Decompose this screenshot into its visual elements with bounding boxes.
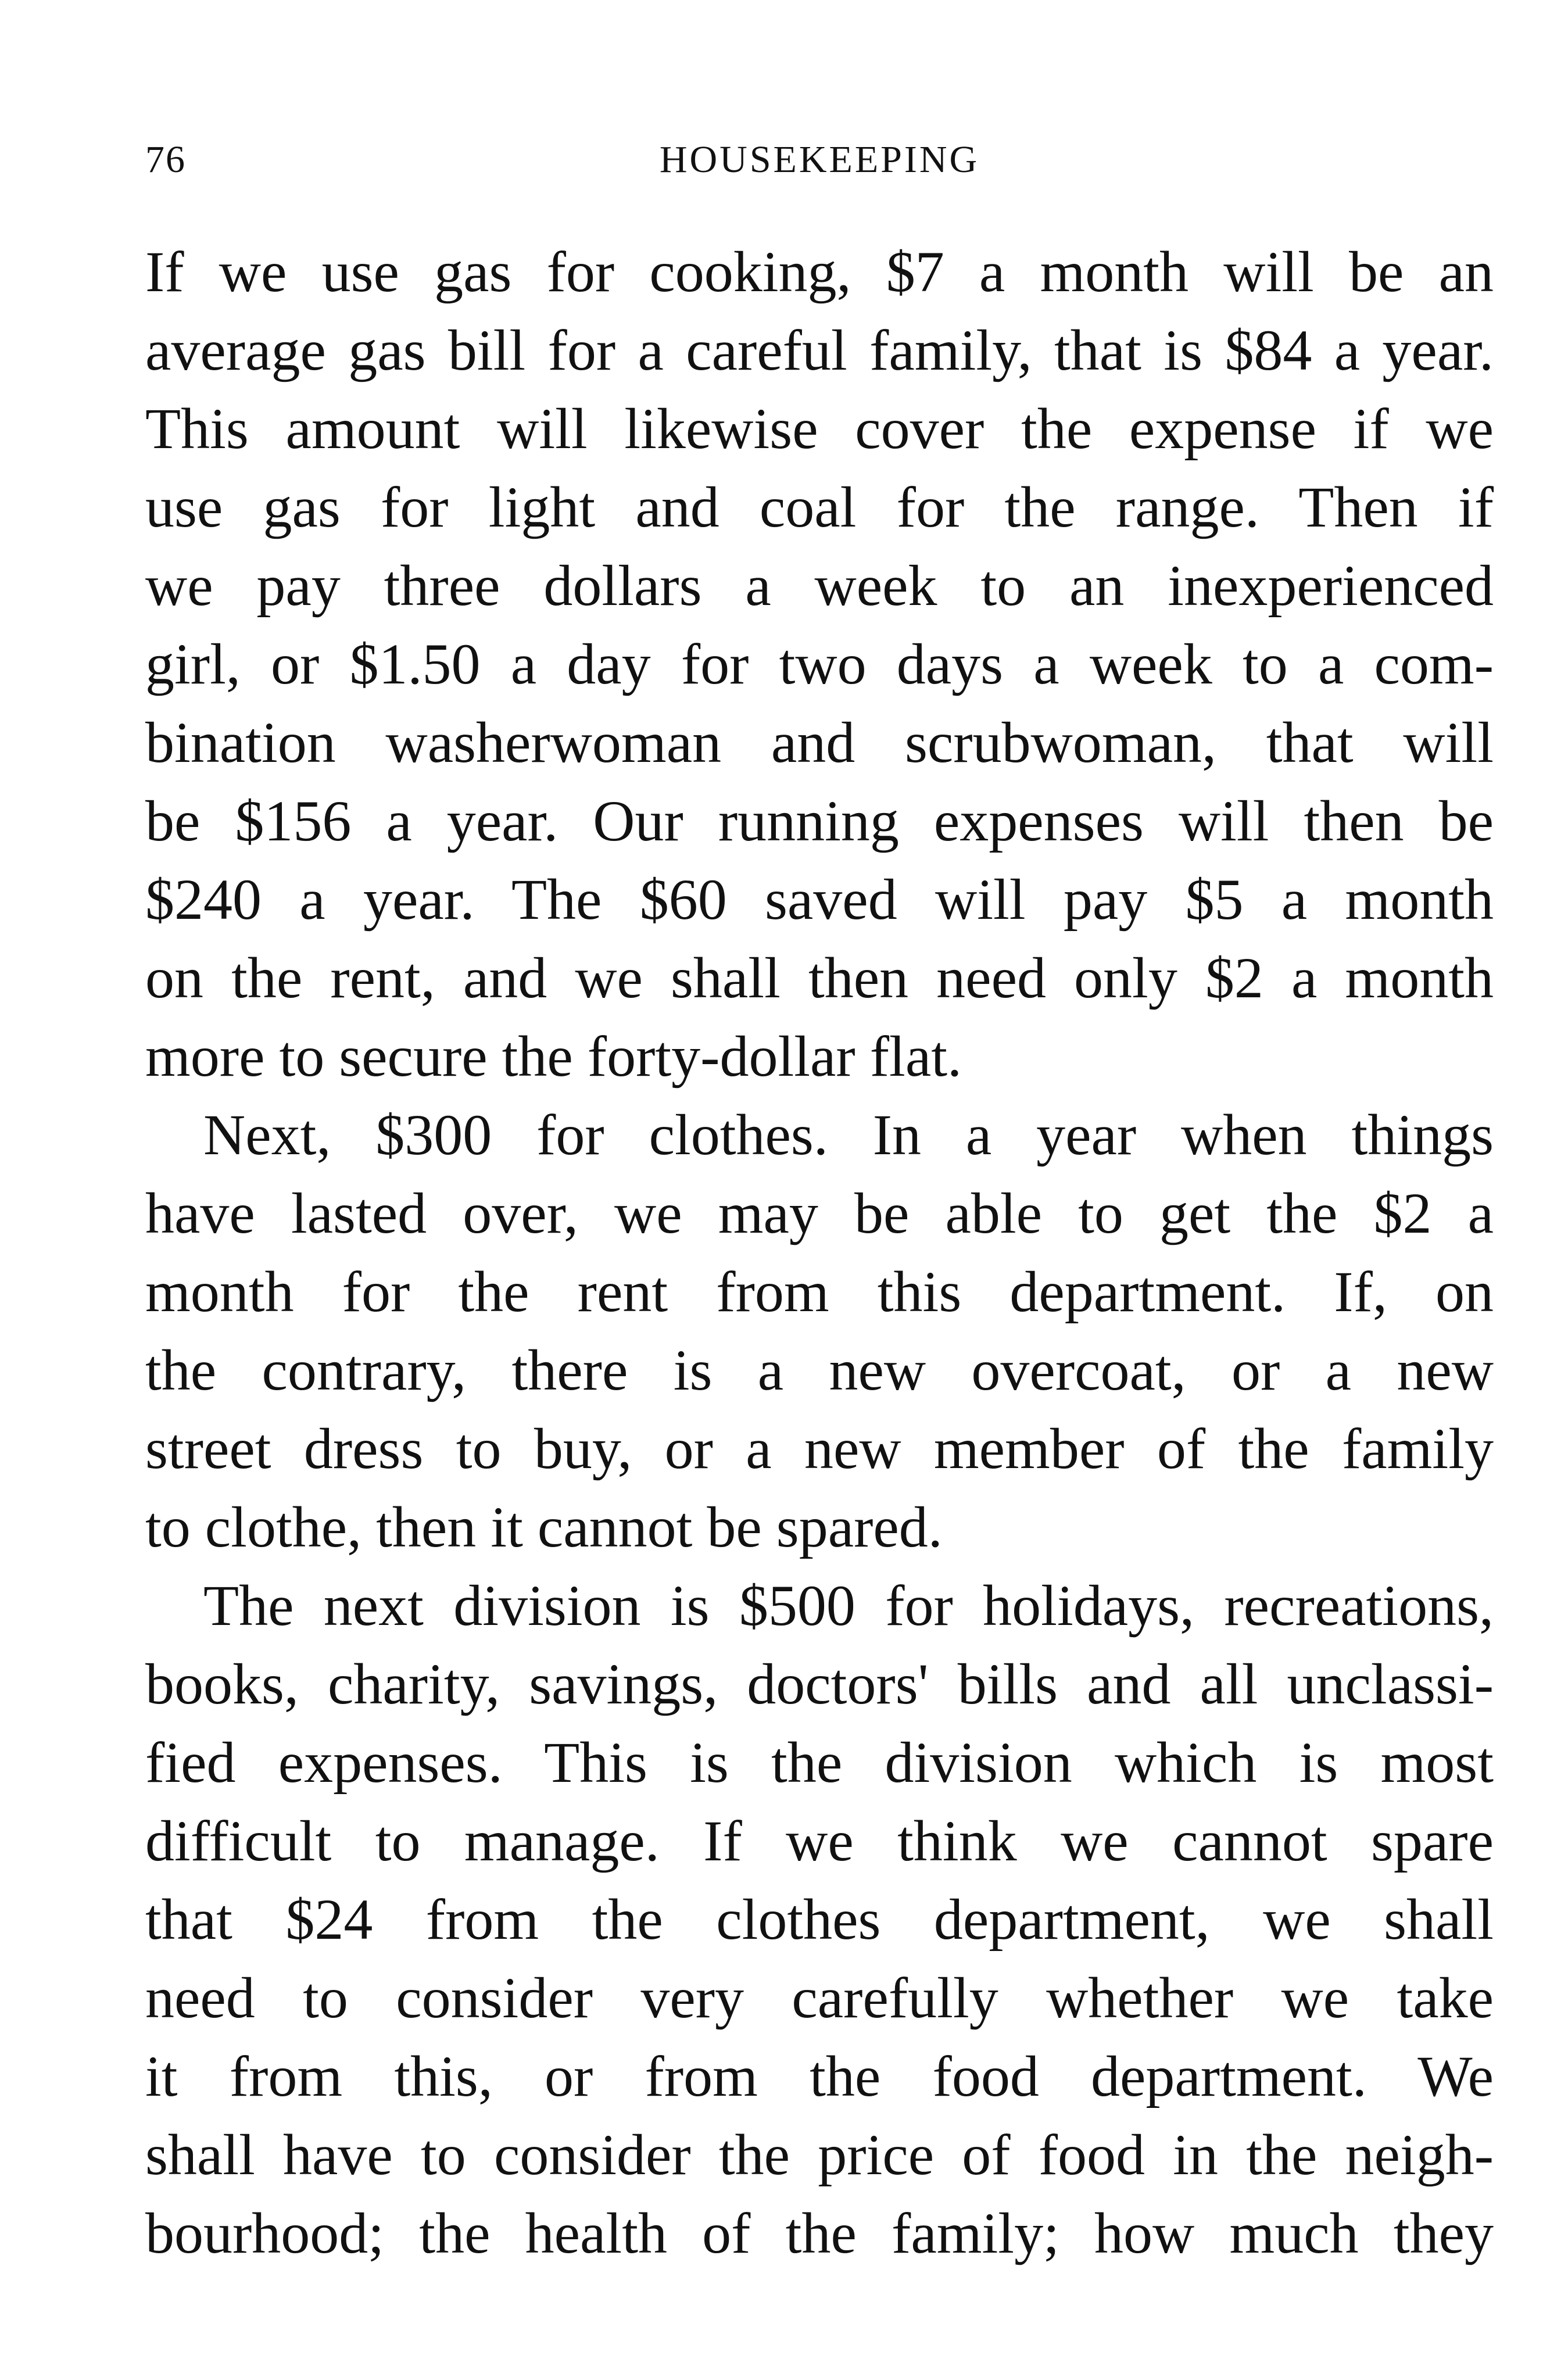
text-line: that $24 from the clothes department, we shall — [145, 1887, 1494, 1952]
text-line: more to secure the forty-dollar flat. — [145, 1024, 962, 1089]
text-line: street dress to buy, or a new member of the family — [145, 1416, 1494, 1481]
body-text — [145, 232, 1494, 2272]
text-line: Next, $300 for clothes. In a year when things — [203, 1102, 1494, 1167]
text-line: need to consider very carefully whether we take — [145, 1966, 1494, 2030]
text-line: fied expenses. This is the division which is most — [145, 1730, 1494, 1795]
text-line: bourhood; the health of the family; how much they — [145, 2201, 1494, 2265]
text-line: have lasted over, we may be able to get the $2 a — [145, 1181, 1494, 1245]
text-line: books, charity, savings, doctors' bills and all unclassi- — [145, 1652, 1494, 1716]
text-line: girl, or $1.50 a day for two days a week to a com- — [145, 632, 1494, 696]
text-line: the contrary, there is a new overcoat, or a new — [145, 1338, 1494, 1402]
text-line: $240 a year. The $60 saved will pay $5 a month — [145, 867, 1494, 932]
text-line: The next division is $500 for holidays, recreations, — [203, 1573, 1494, 1638]
text-line: This amount will likewise cover the expense if we — [145, 396, 1494, 461]
text-line: bination washerwoman and scrubwoman, that will — [145, 710, 1494, 775]
page-header — [145, 125, 1494, 195]
text-line: it from this, or from the food department. We — [145, 2044, 1494, 2108]
text-line: be $156 a year. Our running expenses will then be — [145, 789, 1494, 853]
text-line: month for the rent from this department. If, on — [145, 1259, 1494, 1324]
page-number: 76 — [145, 138, 186, 181]
text-line: to clothe, then it cannot be spared. — [145, 1495, 943, 1559]
text-line: difficult to manage. If we think we cannot spare — [145, 1809, 1494, 1873]
running-head: HOUSEKEEPING — [659, 138, 980, 181]
text-line: we pay three dollars a week to an inexperienced — [145, 553, 1494, 618]
text-line: average gas bill for a careful family, that is $84 a year. — [145, 318, 1494, 382]
text-line: use gas for light and coal for the range. Then if — [145, 475, 1494, 539]
text-line: shall have to consider the price of food in the neigh- — [145, 2122, 1494, 2187]
text-line: on the rent, and we shall then need only $2 a month — [145, 946, 1494, 1010]
text-line: If we use gas for cooking, $7 a month will be an — [145, 239, 1494, 304]
